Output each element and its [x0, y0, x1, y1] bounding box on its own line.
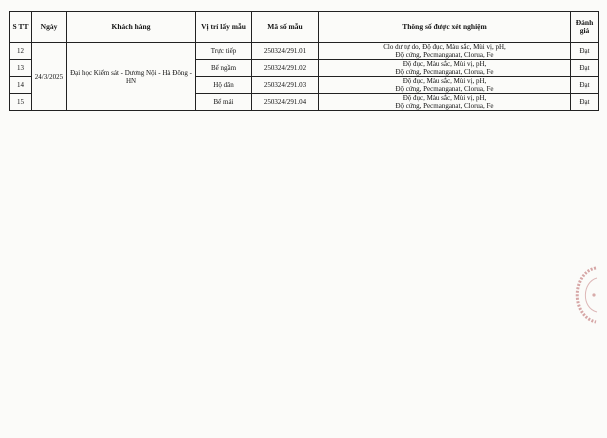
- header-customer: Khách hàng: [67, 12, 196, 43]
- row-eval: Đạt: [571, 43, 599, 60]
- row-location: Trực tiếp: [196, 43, 252, 60]
- row-params: [319, 94, 571, 111]
- params-line-2: Độ cứng, Pecmanganat, Clorua, Fe: [395, 102, 494, 110]
- row-eval: Đạt: [571, 60, 599, 77]
- row-code: 250324/291.02: [252, 60, 319, 77]
- row-eval: Đạt: [571, 94, 599, 111]
- params-line-2: Độ cứng, Pecmanganat, Clorua, Fe: [395, 68, 494, 76]
- row-location: Bể mái: [196, 94, 252, 111]
- header-stt: S TT: [10, 12, 32, 43]
- row-stt: 15: [10, 94, 32, 111]
- params-line-1: Độ đục, Màu sắc, Mùi vị, pH,: [402, 94, 487, 102]
- header-code: Mã số mẫu: [252, 12, 319, 43]
- sample-date: 24/3/2025: [32, 43, 67, 111]
- table-row: [10, 43, 599, 60]
- row-params: [319, 43, 571, 60]
- row-stt: 12: [10, 43, 32, 60]
- row-params: [319, 60, 571, 77]
- row-stt: 13: [10, 60, 32, 77]
- row-location: Bể ngầm: [196, 60, 252, 77]
- row-code: 250324/291.03: [252, 77, 319, 94]
- partial-seal-stamp-icon: [566, 266, 600, 324]
- customer-name: Đại học Kiểm sát - Dương Nội - Hà Đông - HN: [67, 43, 196, 111]
- header-location: Vị trí lấy mẫu: [196, 12, 252, 43]
- stamp-dot: [592, 293, 595, 296]
- results-table: [9, 11, 599, 111]
- params-line-1: Độ đục, Màu sắc, Mùi vị, pH,: [402, 77, 487, 85]
- header-row: [10, 12, 599, 43]
- params-line-2: Độ cứng, Pecmanganat, Clorua, Fe: [395, 85, 494, 93]
- row-stt: 14: [10, 77, 32, 94]
- params-line-2: Độ cứng, Pecmanganat, Clorua, Fe: [395, 51, 494, 59]
- header-params: Thông số được xét nghiệm: [319, 12, 571, 43]
- row-code: 250324/291.01: [252, 43, 319, 60]
- row-eval: Đạt: [571, 77, 599, 94]
- header-eval: Đánh giá: [571, 12, 599, 43]
- header-date: Ngày: [32, 12, 67, 43]
- params-line-1: Độ đục, Màu sắc, Mùi vị, pH,: [402, 60, 487, 68]
- row-location: Hộ dân: [196, 77, 252, 94]
- params-line-1: Clo dư tự do, Độ đục, Màu sắc, Mùi vị, pH,: [383, 43, 506, 51]
- row-params: [319, 77, 571, 94]
- row-code: 250324/291.04: [252, 94, 319, 111]
